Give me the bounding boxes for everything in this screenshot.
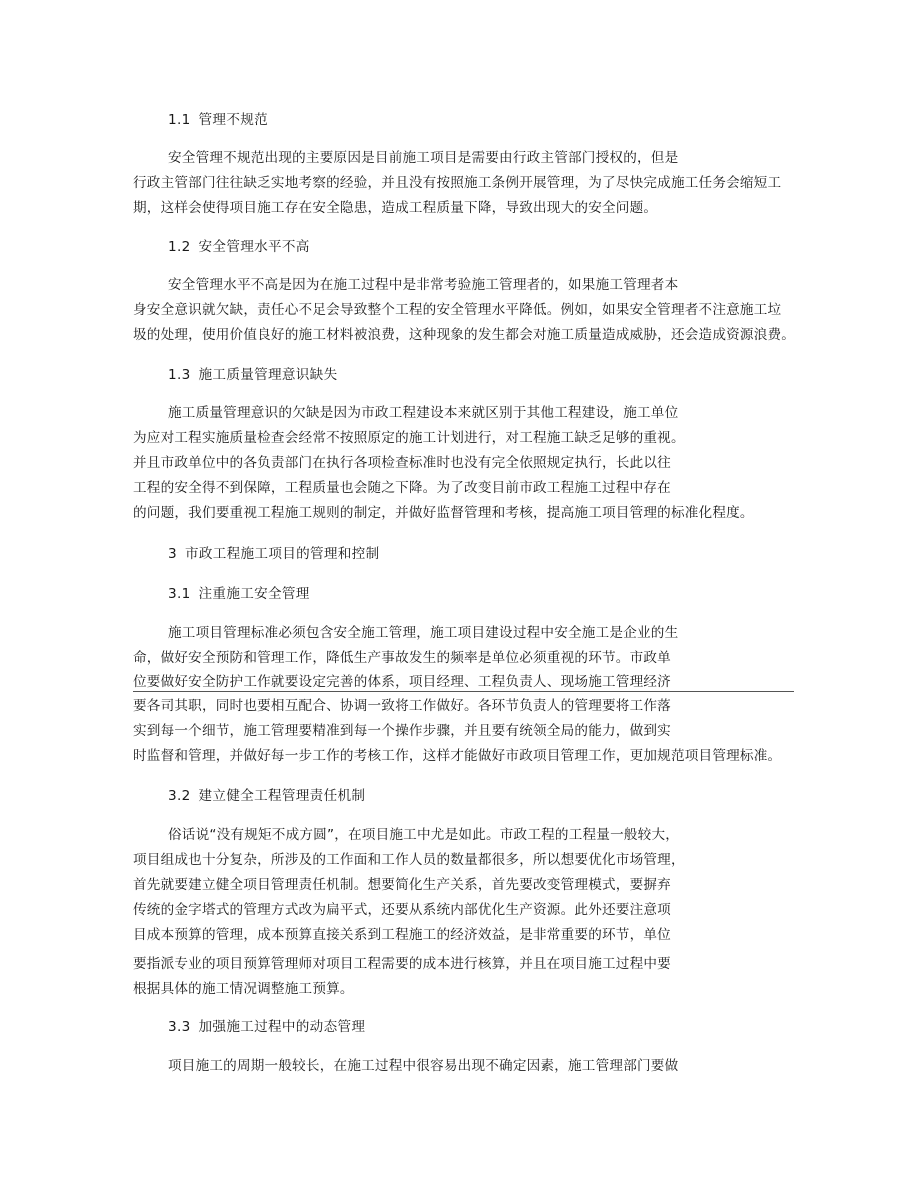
paragraph-line: 圾的处理，使用价值良好的施工材料被浪费，这种现象的发生都会对施工质量造成威胁，还会造成资源浪费。	[133, 327, 796, 343]
section-title: 加强施工过程中的动态管理	[198, 1019, 366, 1035]
paragraph-line: 期，这样会使得项目施工存在安全隐患，造成工程质量下降，导致出现大的安全问题。	[133, 200, 658, 216]
section-title: 安全管理水平不高	[198, 239, 310, 255]
section-title: 管理不规范	[198, 112, 268, 128]
section-heading-1-2	[168, 238, 310, 256]
section-heading-1-3	[168, 366, 337, 384]
paragraph-line: 传统的金字塔式的管理方式改为扁平式，还要从系统内部优化生产资源。此外还要注意项	[133, 902, 671, 918]
section-number: 3.1	[168, 586, 191, 602]
section-heading-1-1	[168, 111, 268, 129]
section-number: 3.3	[168, 1019, 191, 1035]
section-heading-3	[168, 545, 379, 563]
section-title: 市政工程施工项目的管理和控制	[184, 546, 380, 562]
paragraph-line: 的问题，我们要重视工程施工规则的制定，并做好监督管理和考核，提高施工项目管理的标准化程度。	[133, 505, 754, 521]
horizontal-rule	[133, 691, 794, 692]
section-heading-3-3	[168, 1018, 365, 1036]
paragraph-line: 命，做好安全预防和管理工作，降低生产事故发生的频率是单位必须重视的环节。市政单	[133, 650, 671, 666]
section-number: 3.2	[168, 788, 191, 804]
paragraph-line: 行政主管部门往往缺乏实地考察的经验，并且没有按照施工条例开展管理，为了尽快完成施工任务会缩短工	[133, 175, 782, 191]
paragraph-line: 俗话说“没有规矩不成方圆”，在项目施工中尤是如此。市政工程的工程量一般较大，	[168, 827, 680, 843]
paragraph-line: 实到每一个细节，施工管理要精准到每一个操作步骤，并且要有统领全局的能力，做到实	[133, 723, 671, 739]
section-heading-3-2	[168, 787, 365, 805]
paragraph-line: 根据具体的施工情况调整施工预算。	[133, 981, 354, 997]
section-number: 3	[168, 546, 177, 562]
paragraph-line: 身安全意识就欠缺，责任心不足会导致整个工程的安全管理水平降低。例如，如果安全管理者不注意施工垃	[133, 302, 782, 318]
paragraph-line: 安全管理水平不高是因为在施工过程中是非常考验施工管理者的，如果施工管理者本	[168, 277, 679, 293]
section-number: 1.1	[168, 112, 191, 128]
section-number: 1.3	[168, 367, 191, 383]
section-title: 建立健全工程管理责任机制	[198, 788, 366, 804]
paragraph-line: 目成本预算的管理，成本预算直接关系到工程施工的经济效益，是非常重要的环节，单位	[133, 927, 671, 943]
section-title: 注重施工安全管理	[198, 586, 310, 602]
section-number: 1.2	[168, 239, 191, 255]
paragraph-line: 施工项目管理标准必须包含安全施工管理，施工项目建设过程中安全施工是企业的生	[168, 625, 679, 641]
paragraph-line: 时监督和管理，并做好每一步工作的考核工作，这样才能做好市政项目管理工作，更加规范项目管理标准。	[133, 748, 782, 764]
paragraph-line: 首先就要建立健全项目管理责任机制。想要简化生产关系，首先要改变管理模式，要摒弃	[133, 877, 671, 893]
paragraph-line: 要指派专业的项目预算管理师对项目工程需要的成本进行核算，并且在项目施工过程中要	[133, 956, 671, 972]
paragraph-line: 并且市政单位中的各负责部门在执行各项检查标准时也没有完全依照规定执行，长此以往	[133, 455, 671, 471]
section-title: 施工质量管理意识缺失	[198, 367, 338, 383]
section-heading-3-1	[168, 585, 310, 603]
paragraph-line: 安全管理不规范出现的主要原因是目前施工项目是需要由行政主管部门授权的，但是	[168, 150, 679, 166]
paragraph-line: 为应对工程实施质量检查会经常不按照原定的施工计划进行，对工程施工缺乏足够的重视。	[133, 430, 685, 446]
paragraph-line: 工程的安全得不到保障，工程质量也会随之下降。为了改变目前市政工程施工过程中存在	[133, 480, 671, 496]
paragraph-line: 项目组成也十分复杂，所涉及的工作面和工作人员的数量都很多，所以想要优化市场管理，	[133, 852, 685, 868]
paragraph-line: 位要做好安全防护工作就要设定完善的体系，项目经理、工程负责人、现场施工管理经济	[133, 674, 671, 690]
paragraph-line: 要各司其职，同时也要相互配合、协调一致将工作做好。各环节负责人的管理要将工作落	[133, 698, 671, 714]
paragraph-line: 项目施工的周期一般较长，在施工过程中很容易出现不确定因素，施工管理部门要做	[168, 1058, 679, 1074]
paragraph-line: 施工质量管理意识的欠缺是因为市政工程建设本来就区别于其他工程建设，施工单位	[168, 405, 679, 421]
